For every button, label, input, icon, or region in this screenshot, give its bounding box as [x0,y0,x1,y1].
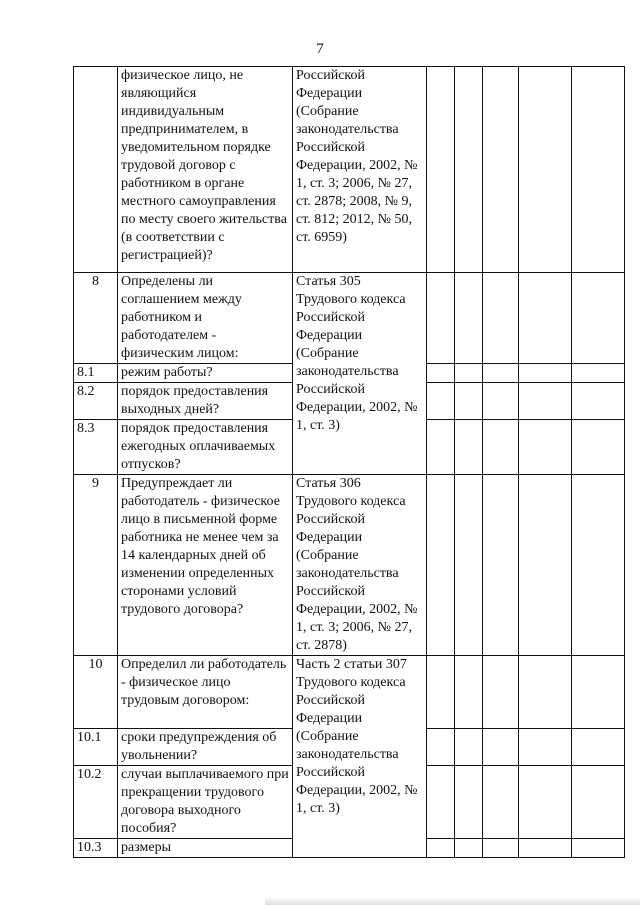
answer-cell [572,766,625,839]
table-row [74,67,625,273]
answer-cell [483,273,519,364]
answer-cell [427,766,455,839]
answer-cell [455,67,483,273]
answer-cell [427,656,455,729]
question-cell: случаи выплачиваемого при прекращении трудового договора выходного пособия? [118,766,293,839]
row-number: 10.1 [74,729,118,766]
answer-cell [483,839,519,858]
answer-cell [427,364,455,383]
answer-cell [455,766,483,839]
row-number: 9 [74,475,118,656]
answer-cell [572,839,625,858]
row-number: 10.3 [74,839,118,858]
answer-cell [519,67,572,273]
answer-cell [572,656,625,729]
answer-cell [572,67,625,273]
answer-cell [519,656,572,729]
answer-cell [455,383,483,420]
question-cell: порядок предоставления выходных дней? [118,383,293,420]
row-number [74,67,118,273]
answer-cell [519,839,572,858]
answer-cell [483,67,519,273]
table-row [74,475,625,656]
answer-cell [572,475,625,656]
answer-cell [519,766,572,839]
row-number: 10 [74,656,118,729]
row-number: 10.2 [74,766,118,839]
question-cell: сроки предупреждения об увольнении? [118,729,293,766]
page-number: 7 [316,41,324,57]
question-cell: физическое лицо, не являющийся индивидуальным предпринимателем, в уведомительном порядке трудовой договор с работником в органе местного самоуправления по месту своего жительства (в соответствии с регистрацией)? [118,67,293,273]
answer-cell [483,420,519,475]
answer-cell [572,364,625,383]
answer-cell [519,420,572,475]
answer-cell [519,383,572,420]
answer-cell [572,420,625,475]
answer-cell [427,839,455,858]
answer-cell [519,273,572,364]
answer-cell [483,729,519,766]
answer-cell [455,273,483,364]
scan-edge-shadow [265,897,640,905]
answer-cell [427,383,455,420]
answer-cell [455,475,483,656]
question-cell: Определены ли соглашением между работником и работодателем - физическим лицом: [118,273,293,364]
row-number: 8 [74,273,118,364]
answer-cell [427,67,455,273]
row-number: 8.2 [74,383,118,420]
table-row [74,656,625,729]
row-number: 8.3 [74,420,118,475]
answer-cell [519,475,572,656]
answer-cell [427,420,455,475]
law-reference-cell: Часть 2 статьи 307 Трудового кодекса Российской Федерации (Собрание законодательства Российской Федерации, 2002, № 1, ст. 3) [293,656,427,858]
answer-cell [483,766,519,839]
answer-cell [483,383,519,420]
row-number: 8.1 [74,364,118,383]
answer-cell [455,839,483,858]
law-reference-cell: Статья 306 Трудового кодекса Российской Федерации (Собрание законодательства Российской Федерации, 2002, № 1, ст. 3; 2006, № 27, ст. 2878) [293,475,427,656]
answer-cell [427,273,455,364]
law-reference-cell: Статья 305 Трудового кодекса Российской Федерации (Собрание законодательства Российской Федерации, 2002, № 1, ст. 3) [293,273,427,475]
answer-cell [572,383,625,420]
answer-cell [427,475,455,656]
answer-cell [455,420,483,475]
question-cell: размеры [118,839,293,858]
question-cell: порядок предоставления ежегодных оплачиваемых отпусков? [118,420,293,475]
question-cell: Определил ли работодатель - физическое лицо трудовым договором: [118,656,293,729]
law-reference-cell: Российской Федерации (Собрание законодательства Российской Федерации, 2002, № 1, ст. 3; 2006, № 27, ст. 2878; 2008, № 9, ст. 812; 2012, № 50, ст. 6959) [293,67,427,273]
answer-cell [427,729,455,766]
answer-cell [519,364,572,383]
question-cell: Предупреждает ли работодатель - физическое лицо в письменной форме работника не менее чем за 14 календарных дней об изменении определенных сторонами условий трудового договора? [118,475,293,656]
answer-cell [455,656,483,729]
checklist-table [73,66,625,858]
answer-cell [519,729,572,766]
answer-cell [572,729,625,766]
answer-cell [572,273,625,364]
answer-cell [455,729,483,766]
question-cell: режим работы? [118,364,293,383]
table-row [74,273,625,364]
answer-cell [483,656,519,729]
answer-cell [483,475,519,656]
answer-cell [483,364,519,383]
answer-cell [455,364,483,383]
